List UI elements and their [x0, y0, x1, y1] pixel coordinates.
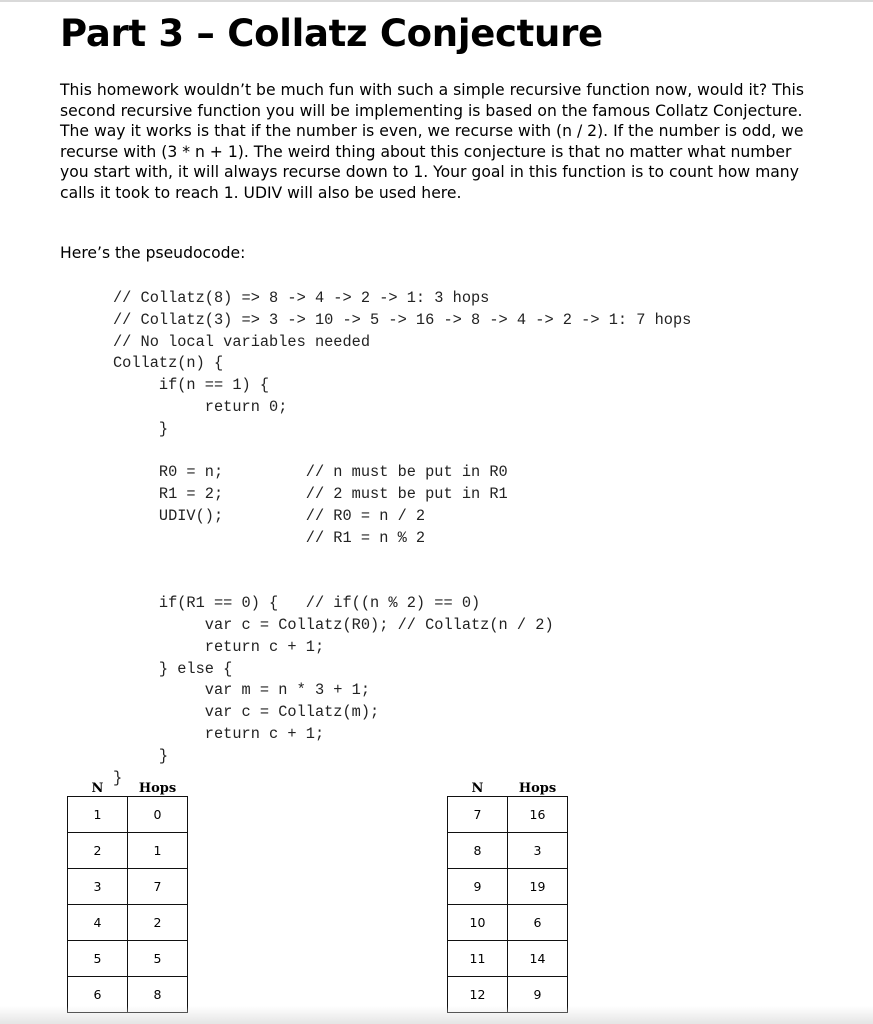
cell-hops: 8 — [128, 977, 188, 1013]
cell-n: 5 — [68, 941, 128, 977]
cell-hops: 19 — [508, 869, 568, 905]
intro-paragraph: This homework wouldn’t be much fun with such a simple recursive function now, would it? This second recursive function you will be implementing is based on the famous Collatz Conjecture. The way it works is that if the number is even, we recurse with (n / 2). If the number is odd, we recurse with (3 * n + 1). The weird thing about this conjecture is that no matter what number you start with, it will always recurse down to 1. Your goal in this function is to count how many calls it took to reach 1. UDIV will also be used here. — [60, 81, 805, 202]
cell-n: 4 — [68, 905, 128, 941]
cell-hops: 1 — [128, 833, 188, 869]
cell-n: 7 — [448, 797, 508, 833]
bottom-fade — [0, 1006, 873, 1024]
table-header-row — [448, 776, 568, 797]
cell-hops: 3 — [508, 833, 568, 869]
pseudocode-block: // Collatz(8) => 8 -> 4 -> 2 -> 1: 3 hops // Collatz(3) => 3 -> 10 -> 5 -> 16 -> 8 -> 4 -> 2 -> 1: 7 hops // No local variables needed Collatz(n) { if(n == 1) { return 0; } R0 = n; // n must be put in R0 R1 = 2; // 2 must be put in R1 UDIV(); // R0 = n / 2 // R1 = n % 2 if(R1 == 0) { // if((n % 2) == 0) var c = Collatz(R0); // Collatz(n / 2) return c + 1; } else { var m = n * 3 + 1; var c = Collatz(m); return c + 1; } } — [113, 289, 692, 787]
cell-n: 2 — [68, 833, 128, 869]
cell-n: 1 — [68, 797, 128, 833]
cell-n: 12 — [448, 977, 508, 1013]
header-n: N — [91, 781, 104, 796]
cell-n: 6 — [68, 977, 128, 1013]
table-row — [68, 905, 188, 941]
cell-hops: 9 — [508, 977, 568, 1013]
table-row — [448, 869, 568, 905]
cell-n: 11 — [448, 941, 508, 977]
table-row — [68, 833, 188, 869]
cell-hops: 6 — [508, 905, 568, 941]
header-n: N — [471, 781, 484, 796]
table-row — [448, 833, 568, 869]
cell-hops: 5 — [128, 941, 188, 977]
page-title: Part 3 – Collatz Conjecture — [60, 12, 603, 55]
table-header-row — [68, 776, 188, 797]
pseudocode-label: Here’s the pseudocode: — [60, 244, 246, 262]
table-row — [448, 797, 568, 833]
table-row — [448, 905, 568, 941]
cell-n: 10 — [448, 905, 508, 941]
cell-hops: 0 — [128, 797, 188, 833]
table-row — [68, 797, 188, 833]
cell-n: 9 — [448, 869, 508, 905]
table-row — [68, 869, 188, 905]
cell-n: 8 — [448, 833, 508, 869]
hops-table-left — [67, 776, 188, 1013]
cell-hops: 16 — [508, 797, 568, 833]
table-row — [68, 941, 188, 977]
cell-n: 3 — [68, 869, 128, 905]
table-row — [448, 941, 568, 977]
header-hops: Hops — [518, 781, 557, 796]
cell-hops: 14 — [508, 941, 568, 977]
hops-table-right — [447, 776, 568, 1013]
header-hops: Hops — [138, 781, 177, 796]
cell-hops: 2 — [128, 905, 188, 941]
page-top-border — [0, 0, 873, 2]
cell-hops: 7 — [128, 869, 188, 905]
